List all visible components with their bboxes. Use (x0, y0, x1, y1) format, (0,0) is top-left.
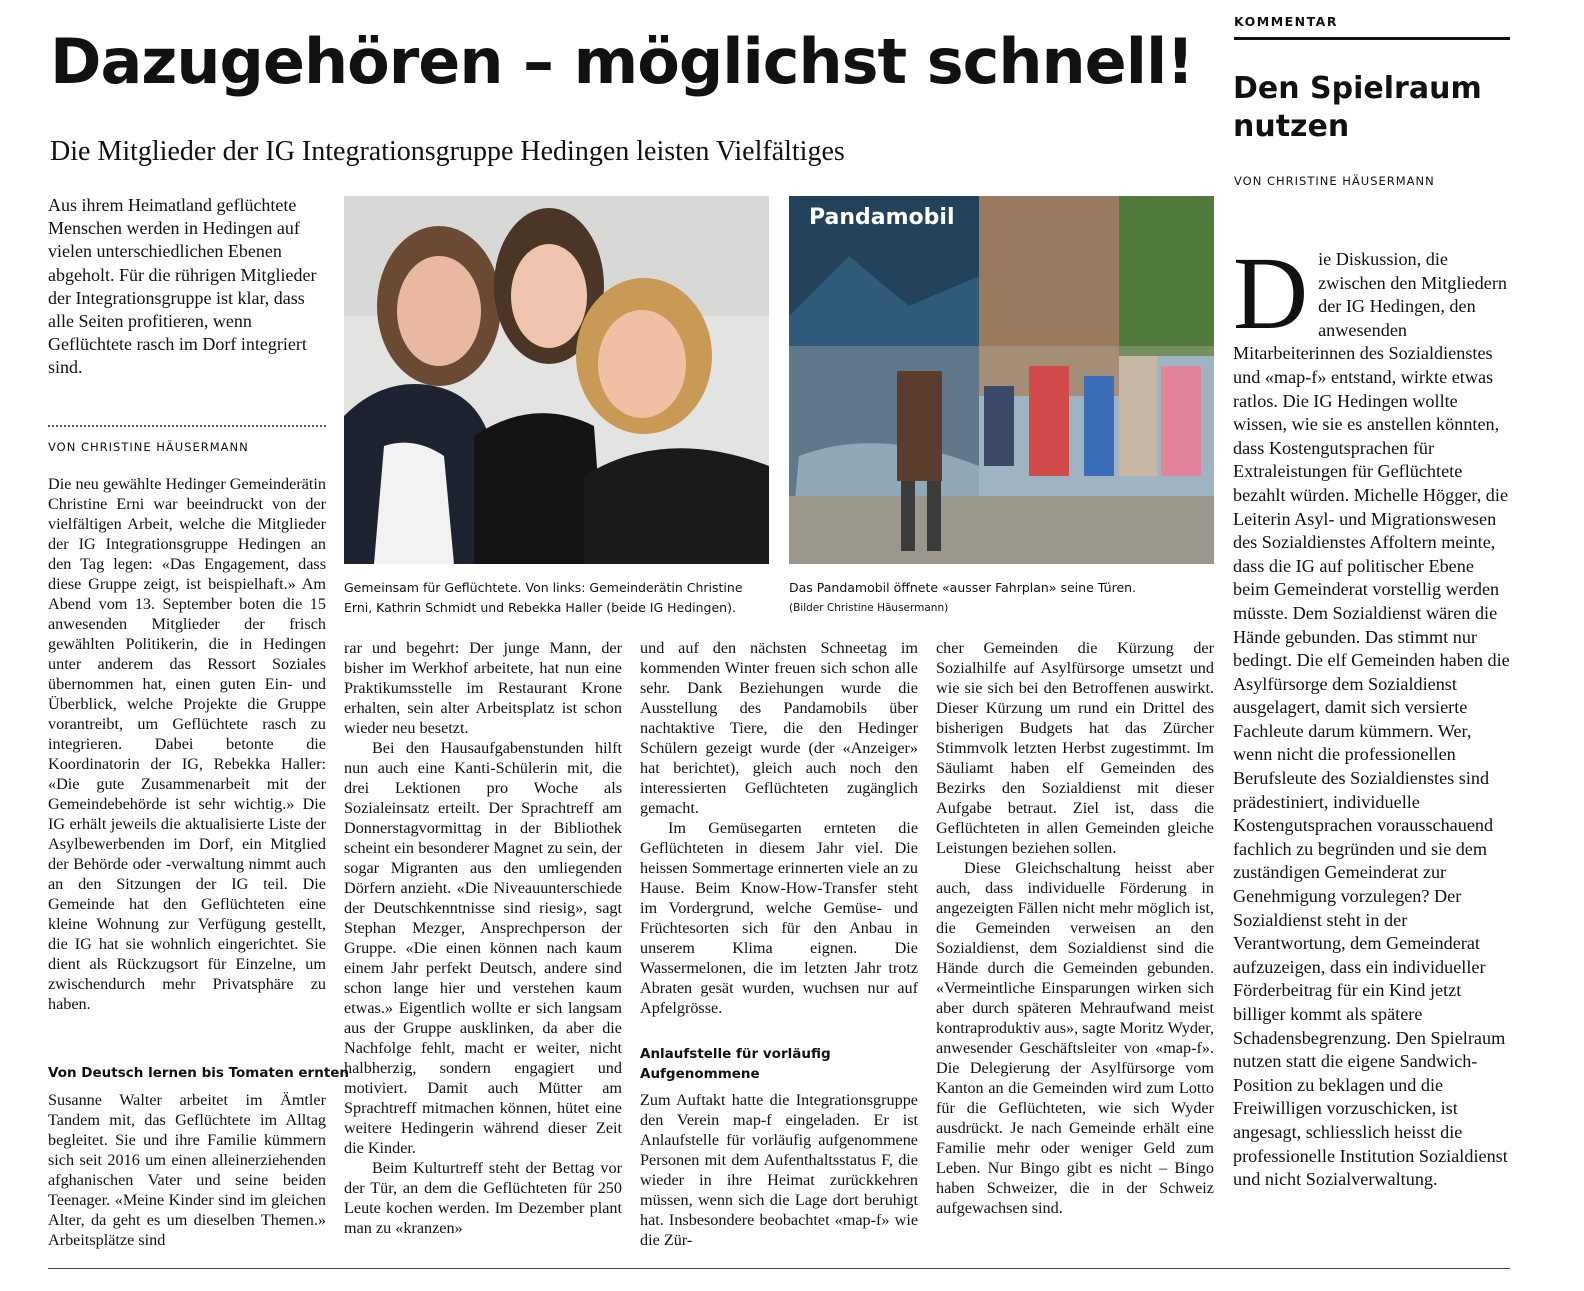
photo2-caption: Das Pandamobil öffnete «ausser Fahrplan» seine Türen. (789, 580, 1137, 595)
paragraph: Im Gemüsegarten ernteten die Geflüchteten in diesem Jahr viel. Die heissen Sommertage erinnerten viele an zu Hause. Beim Know-How-Transfer steht im Vordergrund, welche Gemüse- und Früchtesorten sich für den Anbau in unserem Klima eignen. Die Wassermelonen, die im letzten Jahr trotz Abraten gesät wurden, wuchsen nur auf Apfelgrösse. (640, 819, 918, 1017)
paragraph: cher Gemeinden die Kürzung der Sozialhilfe auf Asylfürsorge umsetzt und wie sie sich bei den Betroffenen auswirkt. Dieser Kürzung um rund ein Drittel des bisherigen Budgets hat das Zürcher Stimmvolk letzten Herbst zugestimmt. Im Säuliamt haben elf Gemeinden des Bezirks den Sozialdienst mit dieser Aufgabe betraut. Ziel ist, dass die Geflüchteten in allen Gemeinden gleiche Leistungen beziehen sollen. (936, 639, 1214, 857)
paragraph: rar und begehrt: Der junge Mann, der bisher im Werkhof arbeitete, hat nun eine Praktikumsstelle im Restaurant Krone erhalten, sein alter Arbeitsplatz ist schon wieder neu besetzt. (344, 639, 622, 737)
headline: Dazugehören – möglichst schnell! (50, 25, 1194, 98)
commentary-rule (1234, 37, 1510, 40)
photo-pandamobil-illustration (789, 196, 1214, 564)
paragraph: Die neu gewählte Hedinger Gemeinderätin Christine Erni war beeindruckt von der vielfältigen Arbeit, welche die Mitglieder der IG Integrationsgruppe Hedingen an den Tag legen: «Das Engagement, dass diese Gruppe zeigt, ist beispielhaft.» Am Abend vom 13. September boten die 15 anwesenden Mitglieder der frisch gewählten Politikerin, die in Hedingen unter anderem das Ressort Soziales übernommen hat, einen guten Ein- und Überblick, welche Projekte die Gruppe vorantreibt, um Geflüchtete rasch zu integrieren. Dabei betonte die Koordinatorin der IG, Rebekka Haller: «Die gute Zusammenarbeit mit der Gemeindebehörde ist sehr wichtig.» Die IG erhält jeweils die aktualisierte Liste der Asylbewerbenden im Dorf, ein Mitglied der Behörde oder -verwaltung nimmt auch an den Sitzungen der IG teil. Die Gemeinde hat den Geflüchteten eine kleine Wohnung zur Verfügung gestellt, die IG hat sie wohnlich eingerichtet. Sie dient als Rückzugsort für Einzelne, um zwischendurch mehr Privatsphäre zu haben. (48, 475, 326, 1013)
article-column-4 (936, 638, 1214, 1218)
article-column-1-continued (48, 1090, 326, 1250)
commentary-title: Den Spielraum nutzen (1233, 71, 1482, 144)
dotted-divider (48, 425, 326, 427)
commentary-label: KOMMENTAR (1234, 14, 1338, 29)
article-subheading: Anlaufstelle für vorläufig Aufgenommene (640, 1046, 831, 1082)
article-column-1 (48, 474, 326, 1014)
bottom-divider (48, 1268, 1510, 1269)
photo-credit: (Bilder Christine Häusermann) (789, 602, 949, 614)
photo1-caption-line1: Gemeinsam für Geflüchtete. Von links: Gemeinderätin Christine (344, 580, 743, 595)
commentary-text-block (1233, 236, 1513, 1192)
commentary-body: ie Diskussion, die zwischen den Mitgliedern der IG Hedingen, den anwesenden Mitarbeiterinnen des Sozialdienstes und «map-f» entstand, wirkte etwas ratlos. Die IG Hedingen wollte wissen, wie sie es anstellen könnten, dass Kostengutsprachen für Extraleistungen für Geflüchtete bezahlt würden. Michelle Högger, die Leiterin Asyl- und Migrationswesen des Sozialdienstes Affoltern meinte, dass die IG auf politischer Ebene beim Gemeinderat vorstellig werden müsste. Dem Sozialdienst wären die Hände gebunden. Das stimmt nur bedingt. Die elf Gemeinden haben die Asylfürsorge dem Sozialdienst ausgelagert, damit sich versierte Fachleute darum kümmern. Wer, wenn nicht die professionellen Berufsleute des Sozialdienstes sind prädestiniert, individuelle Kostengutsprachen vorausschauend fachlich zu begründen und sie dem zuständigen Gemeinderat zur Genehmigung vorzulegen? Der Sozialdienst steht in der Verantwortung, dem Gemeinderat aufzuzeigen, dass ein individueller Förderbeitrag für ein Kind jetzt billiger kommt als spätere Schadensbegrenzung. Den Spielraum nutzen statt die eigene Sandwich-Position zu beklagen und die Freiwilligen vorzuschicken, ist angesagt, schliesslich heisst die professionelle Institution Sozialdienst und nicht Sozialverwaltung. (1233, 249, 1510, 1190)
photo-three-women-illustration (344, 196, 769, 564)
article-column-3-continued (640, 1090, 918, 1250)
paragraph: Diese Gleichschaltung heisst aber auch, dass individuelle Förderung in angezeigten Fällen nicht mehr möglich ist, die Gemeinden verweisen an den Sozialdienst, dem Sozialdienst sind die Hände durch die Gemeinden gebunden. «Vermeintliche Einsparungen wirken sich aber durch späteren Mehraufwand meist kontraproduktiv aus», sagte Moritz Wyder, anwesender Geschäftsleiter von «map-f». Die Delegierung der Asylfürsorge vom Kanton an die Gemeinden wird zum Lotto für die Geflüchteten, wie sich Wyder ausdrückt. Je nach Gemeinde erhält eine Familie mehr oder weniger Geld zum Leben. Nur Bingo gibt es nicht – Bingo haben Schweizer, die in der Schweiz aufgewachsen sind. (936, 859, 1214, 1217)
drop-cap: D (1233, 236, 1309, 351)
lead-paragraph: Aus ihrem Heimatland geflüchtete Menschen werden in Hedingen auf vielen unterschiedlichen Ebenen abgeholt. Für die rührigen Mitglieder der Integrationsgruppe ist klar, dass alle Seiten profitieren, wenn Geflüchtete rasch im Dorf integriert sind. (48, 195, 317, 378)
paragraph: Zum Auftakt hatte die Integrationsgruppe den Verein map-f eingeladen. Er ist Anlaufstelle für vorläufig aufgenommene Personen mit dem Aufenthaltsstatus F, die wieder in ihre Heimat zurückkehren müssen, wenn sich die Lage dort beruhigt hat. Insbesondere beobachtet «map-f» wie die Zür- (640, 1091, 918, 1249)
article-column-3 (640, 638, 918, 1018)
subheadline: Die Mitglieder der IG Integrationsgruppe Hedingen leisten Vielfältiges (50, 136, 845, 167)
paragraph: Susanne Walter arbeitet im Ämtler Tandem mit, das Geflüchtete im Alltag begleitet. Sie und ihre Familie kümmern sich seit 2016 um einen alleinerziehenden afghanischen Vater und seine beiden Teenager. «Meine Kinder sind im gleichen Alter, da geht es um dieselben Themen.» Arbeitsplätze sind (48, 1091, 326, 1249)
paragraph: Bei den Hausaufgabenstunden hilft nun auch eine Kanti-Schülerin mit, die drei Lektionen pro Woche als Sozialeinsatz erteilt. Der Sprachtreff am Donnerstagvormittag in der Bibliothek scheint ein besonderer Magnet zu sein, der sogar Migranten aus den umliegenden Dörfern anzieht. «Die Niveauunterschiede der Deutschkenntnisse sind riesig», sagt Stephan Mezger, Ansprechperson der Gruppe. «Die einen können nach kaum einem Jahr perfekt Deutsch, andere sind schon lange hier und verstehen kaum etwas.» Eigentlich wollte er sich langsam aus der Gruppe ausklinken, da aber die Nachfolge fehlt, macht er weiter, nicht halbherzig, sondern engagiert und motiviert. Damit auch Mütter am Sprachtreff mitmachen können, hütet eine weitere Hedingerin während dieser Zeit die Kinder. (344, 739, 622, 1157)
photo1-caption-line2: Erni, Kathrin Schmidt und Rebekka Haller (beide IG Hedingen). (344, 600, 736, 615)
paragraph: Beim Kulturtreff steht der Bettag vor der Tür, an dem die Geflüchteten für 250 Leute kochen werden. Im Dezember plant man zu «kranzen» (344, 1159, 622, 1237)
pandamobil-sign: Pandamobil (809, 205, 955, 230)
article-byline: VON CHRISTINE HÄUSERMANN (48, 440, 249, 454)
commentary-byline: VON CHRISTINE HÄUSERMANN (1234, 174, 1435, 188)
paragraph: und auf den nächsten Schneetag im kommenden Winter freuen sich schon alle sehr. Dank Beziehungen wurde die Ausstellung des Pandamobils über nachtaktive Tiere, die den Hedinger Schülern gezeigt wurde (der «Anzeiger» hat berichtet), gleich auch noch den interessierten Geflüchteten zugänglich gemacht. (640, 639, 918, 817)
article-column-2 (344, 638, 622, 1238)
article-subheading: Von Deutsch lernen bis Tomaten ernten (48, 1065, 350, 1081)
photo-three-women (344, 196, 769, 564)
photo-pandamobil (789, 196, 1214, 564)
